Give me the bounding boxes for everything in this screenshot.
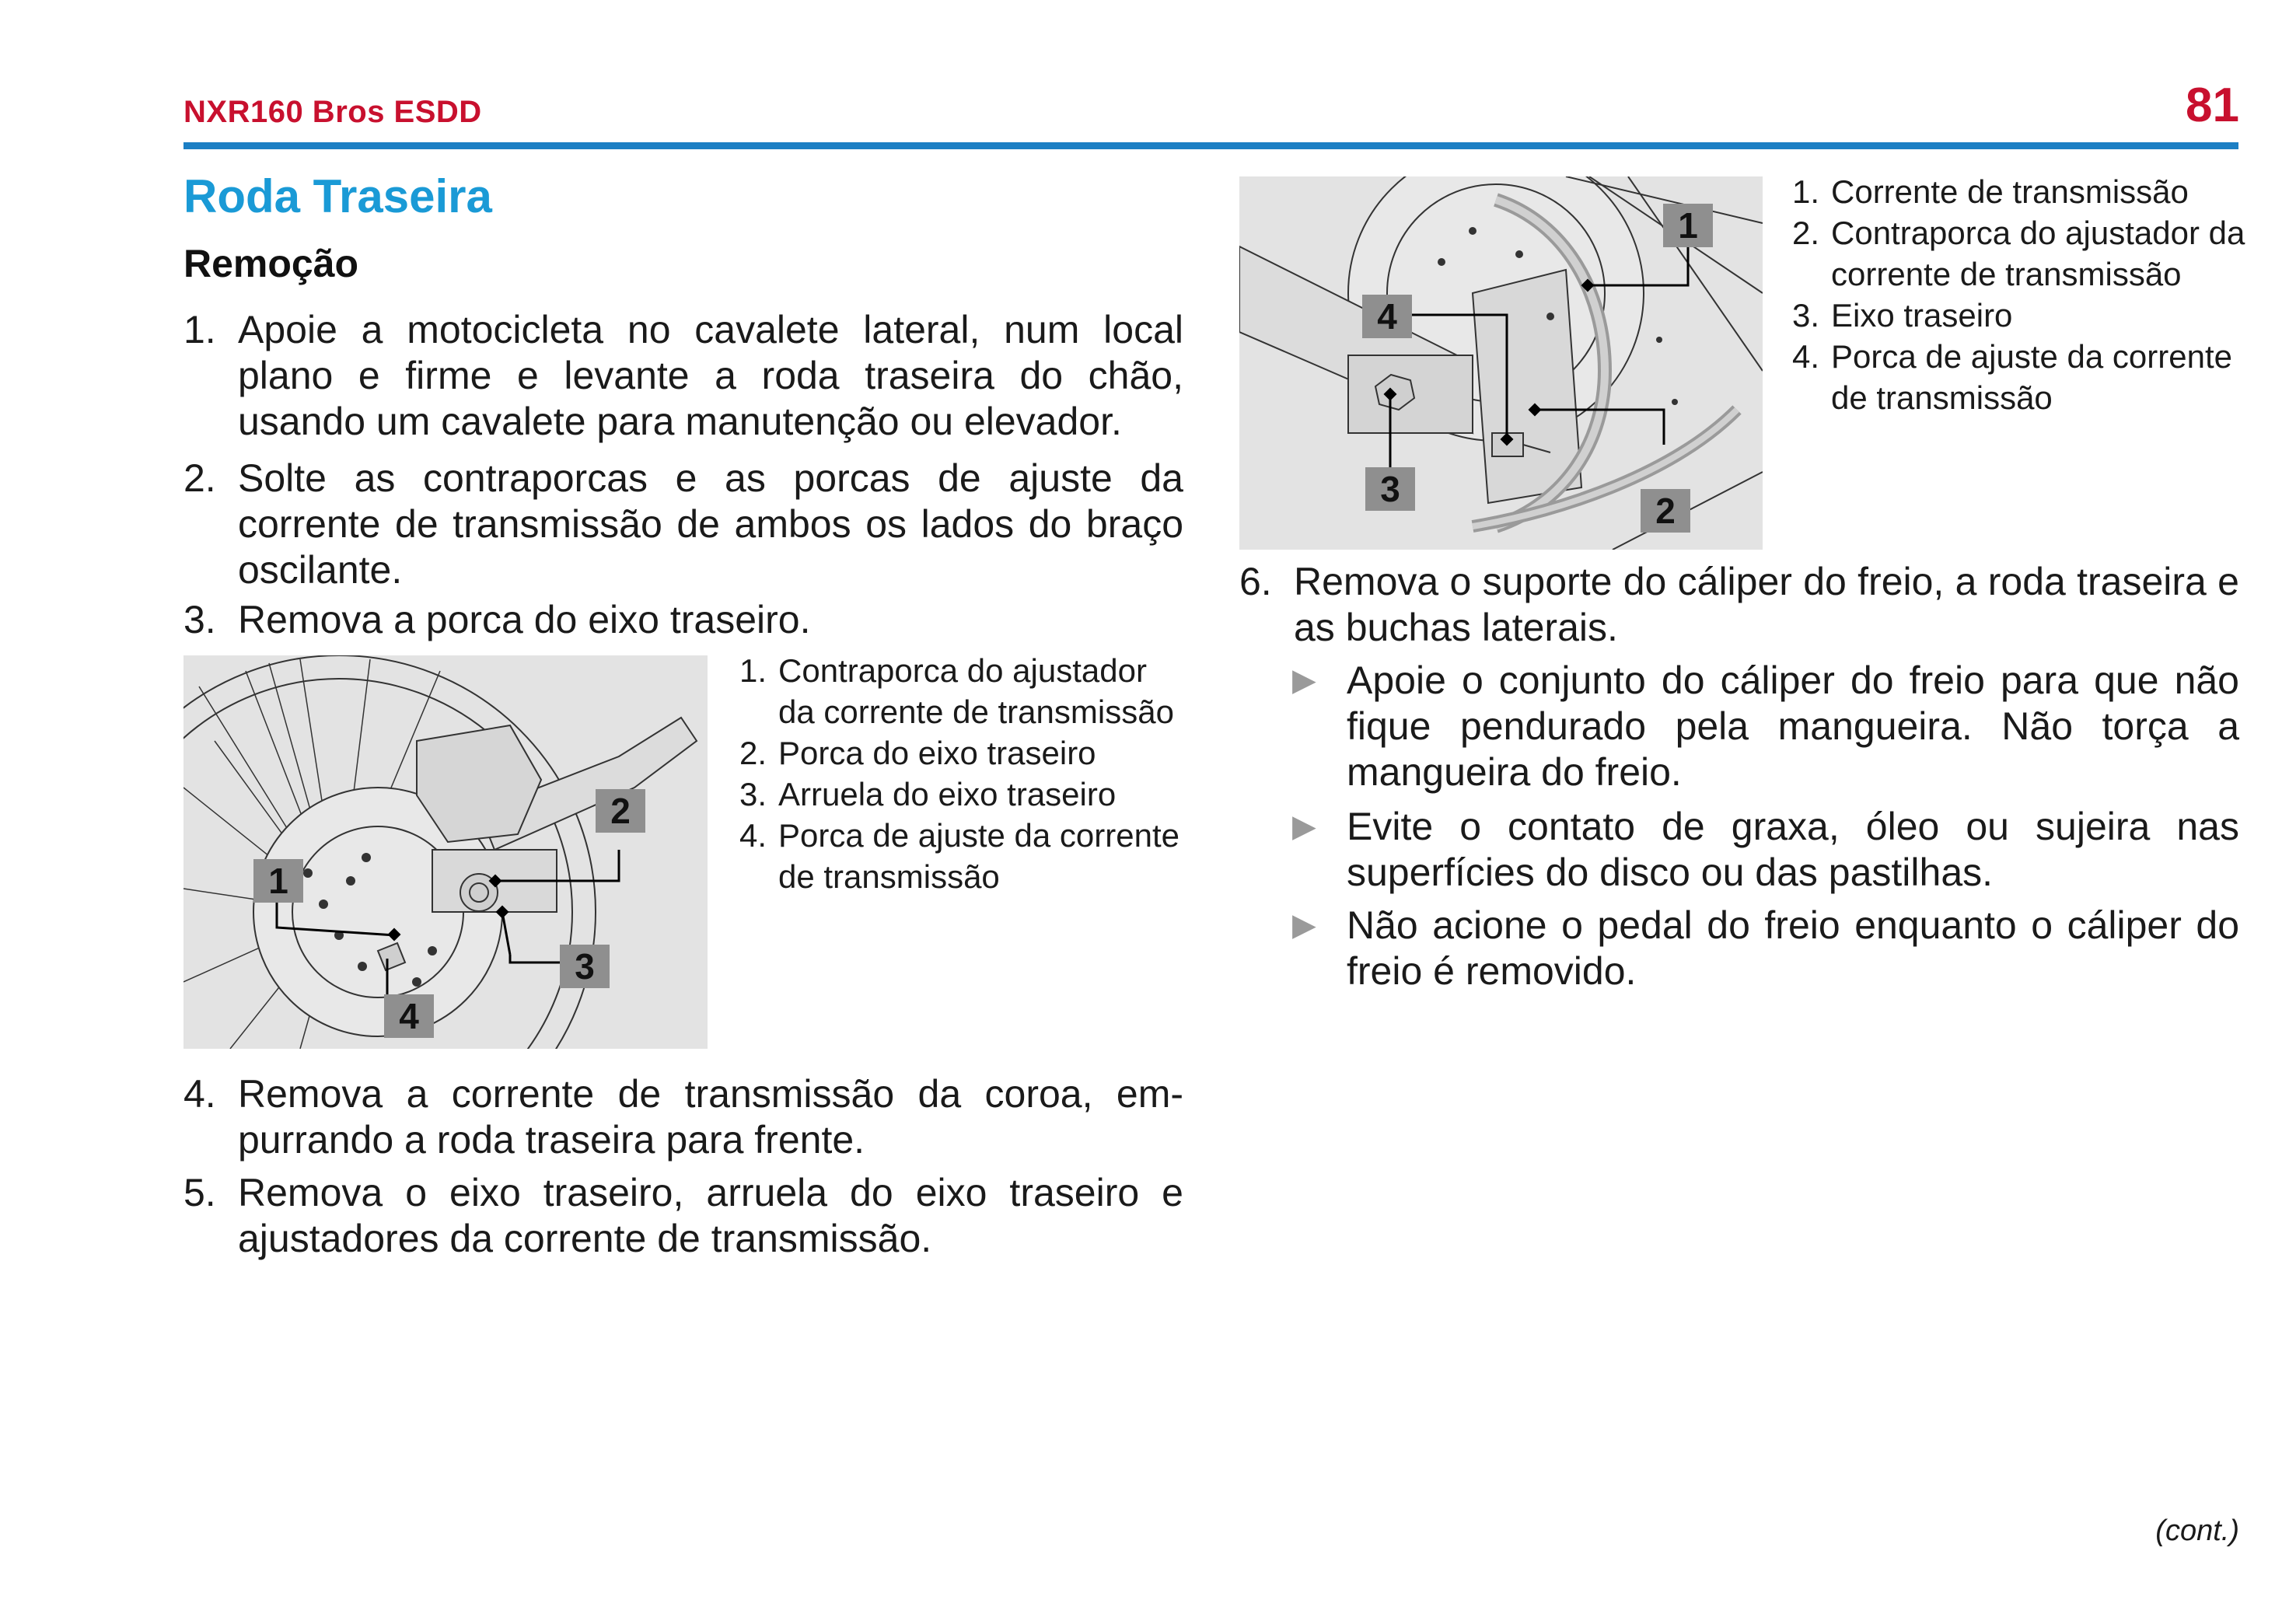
legend-number: 1.	[1792, 173, 1820, 210]
bullet-1	[1292, 658, 2239, 795]
step-4	[183, 1071, 1183, 1163]
triangle-right-icon: ▶	[1292, 663, 1316, 697]
legend-item	[739, 774, 1190, 815]
step-number: 3.	[183, 598, 216, 641]
step-text: Apoie a motocicleta no cavalete lateral, num local plano e firme e levante a roda traseira do chão, usando um cavalete para manutenção ou elevador.	[238, 308, 1183, 443]
legend-number: 2.	[739, 735, 767, 771]
legend-item	[1792, 171, 2247, 212]
legend-left	[739, 650, 1190, 897]
step-number: 5.	[183, 1171, 216, 1214]
model-name: NXR160 Bros ESDD	[183, 95, 482, 129]
legend-number: 4.	[1792, 338, 1820, 375]
callout-4: 4	[1362, 295, 1412, 338]
continued-note: (cont.)	[2155, 1514, 2239, 1547]
bullet-text: Apoie o conjunto do cáliper do freio para que não fique pendurado pela mangueira. Não torça a mangueira do freio.	[1347, 659, 2239, 794]
page-number: 81	[2186, 79, 2239, 132]
legend-item	[739, 732, 1190, 774]
legend-item	[1792, 336, 2247, 418]
step-2	[183, 456, 1183, 593]
step-text: Remova o suporte do cáliper do freio, a roda traseira e as buchas laterais.	[1294, 560, 2239, 649]
step-5	[183, 1170, 1183, 1262]
legend-item	[739, 815, 1190, 897]
bullet-text: Não acione o pedal do freio enquanto o cáliper do freio é removido.	[1347, 903, 2239, 993]
legend-text: Contraporca do ajustador da corrente de transmissão	[1831, 215, 2245, 292]
legend-text: Porca do eixo traseiro	[778, 735, 1096, 771]
legend-item	[1792, 212, 2247, 295]
legend-text: Porca de ajuste da corrente de transmissão	[1831, 338, 2232, 416]
figure-rear-axle	[183, 655, 708, 1049]
step-number: 4.	[183, 1072, 216, 1116]
bullet-text: Evite o contato de graxa, óleo ou sujeira nas superfícies do disco ou das pastilhas.	[1347, 805, 2239, 894]
step-text: Remova o eixo traseiro, arruela do eixo traseiro e ajustadores da corrente de transmissão.	[238, 1171, 1183, 1260]
legend-right	[1792, 171, 2247, 418]
legend-item	[1792, 295, 2247, 336]
wheel-illustration	[183, 655, 708, 1049]
bullet-3	[1292, 903, 2239, 994]
callout-1: 1	[253, 859, 303, 903]
legend-number: 3.	[739, 776, 767, 812]
legend-number: 4.	[739, 817, 767, 854]
step-text: Solte as contraporcas e as porcas de ajuste da corrente de transmissão de ambos os lados do braço oscilante.	[238, 456, 1183, 592]
triangle-right-icon: ▶	[1292, 809, 1316, 844]
step-number: 6.	[1239, 560, 1272, 603]
legend-text: Porca de ajuste da corrente de transmissão	[778, 817, 1179, 895]
legend-number: 2.	[1792, 215, 1820, 251]
step-6	[1239, 559, 2239, 651]
subsection-title: Remoção	[183, 242, 359, 285]
legend-text: Arruela do eixo traseiro	[778, 776, 1117, 812]
legend-text: Contraporca do ajustador da corrente de transmissão	[778, 652, 1174, 730]
figure-chain	[1239, 176, 1763, 550]
callout-3: 3	[1365, 467, 1415, 511]
legend-number: 3.	[1792, 297, 1820, 334]
step-1	[183, 307, 1183, 445]
callout-4: 4	[384, 994, 434, 1038]
legend-text: Corrente de transmissão	[1831, 173, 2189, 210]
callout-1: 1	[1663, 204, 1713, 247]
step-number: 2.	[183, 456, 216, 500]
header-rule	[183, 142, 2238, 149]
bullet-2	[1292, 804, 2239, 896]
triangle-right-icon: ▶	[1292, 908, 1316, 942]
step-text: Remova a corrente de transmissão da coroa, em-purrando a roda traseira para frente.	[238, 1072, 1183, 1162]
legend-text: Eixo traseiro	[1831, 297, 2013, 334]
step-text: Remova a porca do eixo traseiro.	[238, 598, 811, 641]
section-title: Roda Traseira	[183, 170, 492, 222]
step-number: 1.	[183, 308, 216, 351]
step-3	[183, 597, 1183, 643]
callout-3: 3	[560, 945, 610, 988]
legend-item	[739, 650, 1190, 732]
legend-number: 1.	[739, 652, 767, 689]
callout-2: 2	[596, 789, 645, 833]
callout-2: 2	[1641, 489, 1690, 533]
